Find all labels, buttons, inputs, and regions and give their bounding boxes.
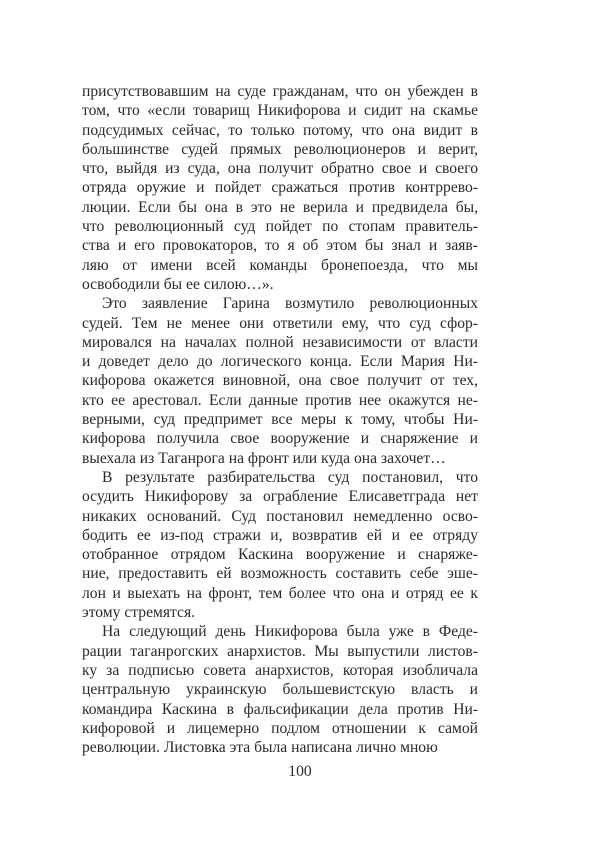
text-line: центральную украинскую большевистскую власть и bbox=[82, 681, 478, 699]
text-line: кифоровой и лицемерно подлом отношении к самой bbox=[82, 719, 478, 737]
text-line: кифорова окажется виновной, она свое получит от тех, bbox=[82, 372, 478, 390]
text-line: рации таганрогских анархистов. Мы выпустили листов- bbox=[82, 642, 478, 660]
paragraph bbox=[82, 622, 478, 757]
text-line: ние, предоставить ей возможность составить себе эше- bbox=[82, 565, 478, 583]
text-line: осудить Никифорову за ограбление Елисаветграда нет bbox=[82, 488, 478, 506]
text-line: верными, суд предпримет все меры к тому, чтобы Ни- bbox=[82, 411, 478, 429]
text-line: командира Каскина в фальсификации дела против Ни- bbox=[82, 700, 478, 718]
text-line: том, что «если товарищ Никифорова и сидит на скамье bbox=[82, 102, 478, 120]
text-line: никаких оснований. Суд постановил немедленно осво- bbox=[82, 507, 478, 525]
text-line: лон и выехать на фронт, тем более что она и отряд ее к bbox=[82, 584, 478, 602]
text-line: ства и его провокаторов, то я об этом бы знал и заяв- bbox=[82, 237, 478, 255]
text-line: На следующий день Никифорова была уже в Феде- bbox=[102, 623, 478, 641]
text-line: освободили бы ее силою…». bbox=[82, 275, 274, 293]
text-line: В результате разбирательства суд постановил, что bbox=[102, 468, 478, 486]
text-line: отобранное отрядом Каскина вооружение и снаряже- bbox=[82, 546, 478, 564]
paragraph bbox=[82, 82, 478, 294]
page-number: 100 bbox=[288, 763, 312, 780]
text-line: и доведет дело до логического конца. Если Мария Ни- bbox=[82, 353, 478, 371]
text-line: большинстве судей прямых революционеров и верит, bbox=[82, 140, 478, 158]
text-line: присутствовавшим на суде гражданам, что он убежден в bbox=[82, 83, 478, 100]
text-line: бодить ее из-под стражи и, возвратив ей и ее отряду bbox=[82, 526, 478, 544]
text-line: судей. Тем не менее они ответили ему, что суд сфор- bbox=[82, 314, 478, 332]
text-line: кифорова получила свое вооружение и снаряжение и bbox=[82, 430, 478, 448]
text-line: что, выйдя из суда, она получит обратно свое и своего bbox=[82, 160, 478, 178]
paragraph bbox=[82, 468, 478, 622]
text-line: этому стремятся. bbox=[82, 604, 196, 622]
text-line: ляю от имени всей команды бронепоезда, что мы bbox=[82, 256, 478, 274]
text-line: что революционный суд пойдет по стопам правитель- bbox=[82, 218, 478, 236]
text-line: ку за подписью совета анархистов, которая изобличала bbox=[82, 661, 478, 679]
text-line: отряда оружие и пойдет сражаться против контррево- bbox=[82, 179, 478, 197]
text-line: люции. Если бы она в это не верила и предвидела бы, bbox=[82, 198, 478, 216]
text-line: выехала из Таганрога на фронт или куда она захочет… bbox=[82, 449, 446, 467]
text-line: революции. Листовка эта была написана лично мною bbox=[82, 739, 438, 757]
text-line: Это заявление Гарина возмутило революционных bbox=[102, 295, 478, 313]
text-line: подсудимых сейчас, то только потому, что она видит в bbox=[82, 121, 478, 139]
text-line: кто ее арестовал. Если данные против нее окажутся не- bbox=[82, 391, 478, 409]
page-body bbox=[82, 82, 478, 757]
text-line: мировался на началах полной независимости от власти bbox=[82, 333, 478, 351]
paragraph bbox=[82, 294, 478, 468]
